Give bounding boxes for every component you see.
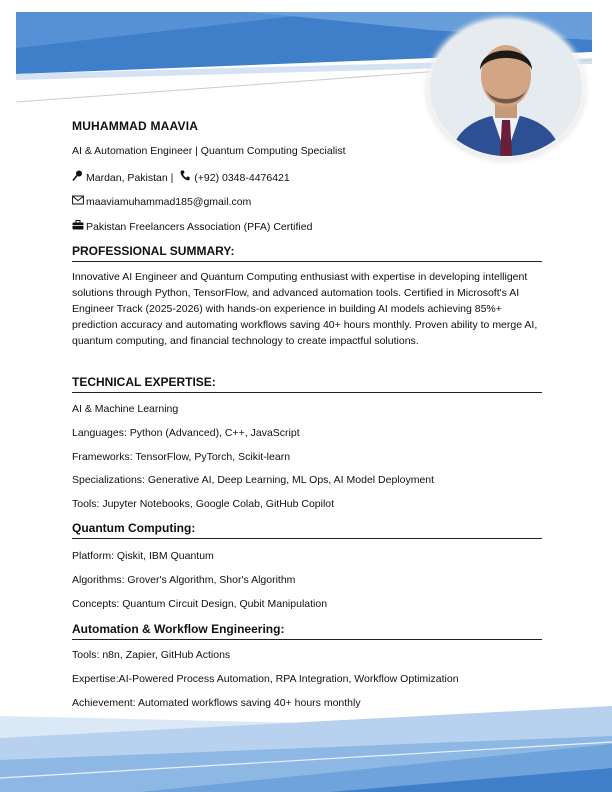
briefcase-icon [72, 220, 86, 233]
quantum-heading: Quantum Computing: [72, 521, 542, 539]
pin-icon [72, 170, 86, 184]
list-item: Specializations: Generative AI, Deep Learning, ML Ops, AI Model Deployment [72, 474, 435, 486]
location: Mardan, Pakistan | [86, 172, 174, 184]
envelope-icon [72, 195, 86, 208]
list-item: Tools: Jupyter Notebooks, Google Colab, GitHub Copilot [72, 498, 335, 510]
certification: Pakistan Freelancers Association (PFA) Certified [86, 221, 313, 233]
automation-heading: Automation & Workflow Engineering: [72, 622, 542, 640]
list-item: Platform: Qiskit, IBM Quantum [72, 550, 214, 562]
list-item: Concepts: Quantum Circuit Design, Qubit Manipulation [72, 598, 328, 610]
candidate-name: MUHAMMAD MAAVIA [72, 119, 199, 133]
phone-icon [180, 170, 194, 184]
phone-number[interactable]: (+92) 0348-4476421 [194, 172, 290, 184]
list-item: Frameworks: TensorFlow, PyTorch, Scikit-learn [72, 451, 291, 463]
list-item: Languages: Python (Advanced), C++, JavaScript [72, 427, 300, 439]
list-item: Achievement: Automated workflows saving 40+ hours monthly [72, 697, 361, 709]
list-item: Expertise:AI-Powered Process Automation, RPA Integration, Workflow Optimization [72, 673, 459, 685]
certification-line [72, 220, 312, 233]
location-phone-line [72, 170, 290, 184]
list-item: Tools: n8n, Zapier, GitHub Actions [72, 649, 231, 661]
email-line [72, 195, 251, 208]
profile-photo [430, 20, 582, 156]
technical-heading: TECHNICAL EXPERTISE: [72, 375, 542, 393]
summary-heading: PROFESSIONAL SUMMARY: [72, 244, 542, 262]
list-item: AI & Machine Learning [72, 403, 179, 415]
summary-text: Innovative AI Engineer and Quantum Computing enthusiast with expertise in developing intelligent solutions through Python, TensorFlow, and advanced automation tools. Certified in Microsoft's AI Engineer Track (2025-2026) with hands-on experience in building AI models achieving 85%+ prediction accuracy and automating workflows saving 40+ hours monthly. Proven ability to merge AI, quantum computing, and financial technology to create impactful solutions. [72, 271, 538, 348]
email-address[interactable]: maaviamuhammad185@gmail.com [86, 196, 252, 208]
headline: AI & Automation Engineer | Quantum Computing Specialist [72, 145, 346, 157]
list-item: Algorithms: Grover's Algorithm, Shor's Algorithm [72, 574, 296, 586]
